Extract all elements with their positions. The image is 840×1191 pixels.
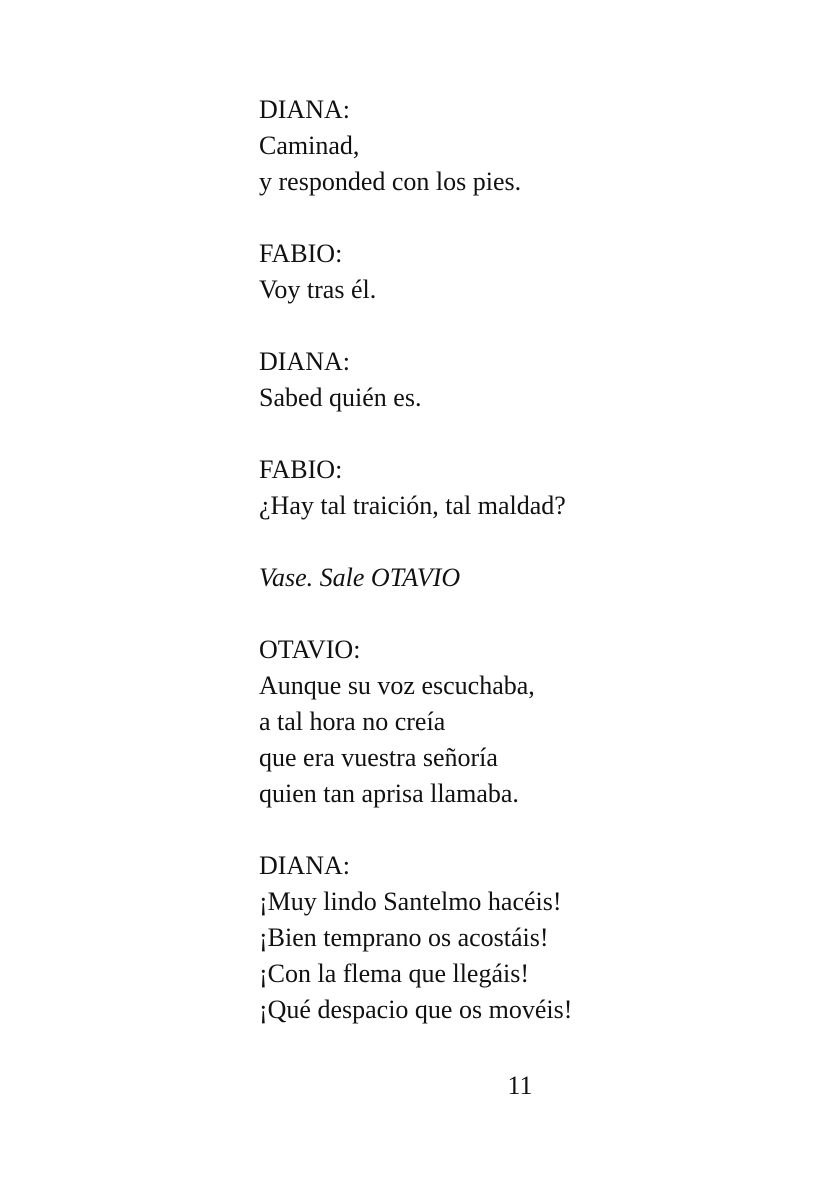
verse-line: ¡Muy lindo Santelmo hacéis! [259, 887, 562, 916]
speaker-name: DIANA: [259, 95, 350, 124]
verse-line: Caminad, [259, 131, 360, 160]
verse-line: ¡Bien temprano os acostáis! [259, 923, 549, 952]
speaker-name: FABIO: [259, 239, 343, 268]
verse-line: ¿Hay tal traición, tal maldad? [259, 491, 566, 520]
stage-direction: Vase. Sale OTAVIO [259, 563, 461, 592]
speaker-name: FABIO: [259, 455, 343, 484]
speech-block [259, 848, 779, 1028]
verse-line: Voy tras él. [259, 275, 377, 304]
verse-line: a tal hora no creía [259, 707, 446, 736]
page-number: 11 [507, 1071, 533, 1100]
speaker-name: DIANA: [259, 851, 350, 880]
speech-block [259, 632, 779, 812]
page-body [259, 92, 779, 1064]
speaker-name: DIANA: [259, 347, 350, 376]
verse-line: ¡Con la flema que llegáis! [259, 959, 530, 988]
verse-line: y responded con los pies. [259, 167, 522, 196]
verse-line: ¡Qué despacio que os movéis! [259, 995, 573, 1024]
verse-line: quien tan aprisa llamaba. [259, 779, 519, 808]
speech-block [259, 92, 779, 200]
speech-block [259, 236, 779, 308]
verse-line: que era vuestra señoría [259, 743, 498, 772]
verse-line: Sabed quién es. [259, 383, 422, 412]
speech-block [259, 452, 779, 524]
speech-block [259, 344, 779, 416]
speaker-name: OTAVIO: [259, 635, 361, 664]
verse-line: Aunque su voz escuchaba, [259, 671, 535, 700]
